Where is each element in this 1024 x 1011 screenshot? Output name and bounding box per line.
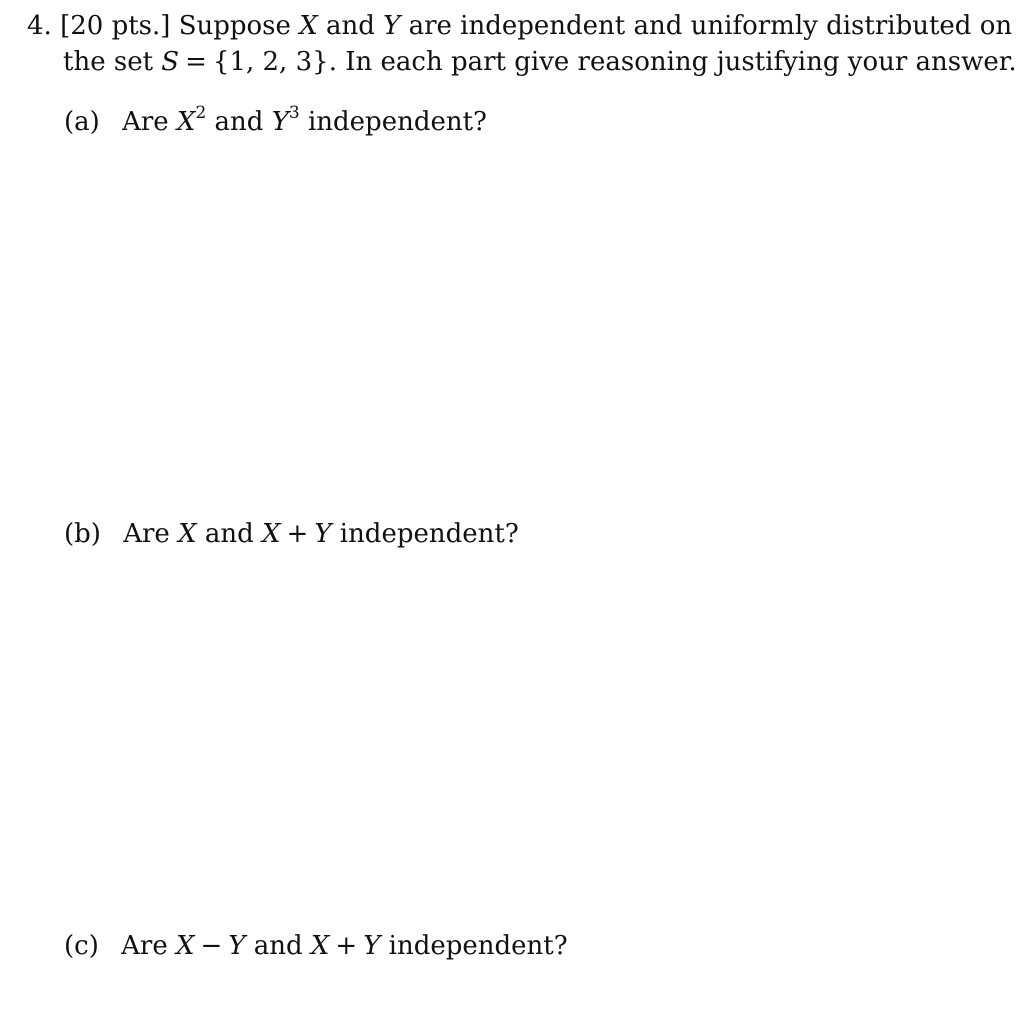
problem-intro-text-2: are independent and uniformly distributed on xyxy=(408,11,1013,41)
part-b-var-x: X xyxy=(178,519,197,549)
part-c-text-1: Are xyxy=(121,931,168,961)
part-a-exponent-3: 3 xyxy=(288,103,300,124)
problem-intro-text-4: . In each part give reasoning justifying your answer. xyxy=(328,47,1017,77)
part-c-plus: + xyxy=(335,931,358,961)
set-value: {1, 2, 3} xyxy=(212,47,329,77)
part-a-text-1: Are xyxy=(122,107,169,137)
variable-y: Y xyxy=(383,11,401,41)
part-b-var-y: Y xyxy=(314,519,332,549)
part-c-var-x: X xyxy=(175,931,195,961)
part-c-text-2: and xyxy=(253,931,303,961)
part-c-var-x-2: X xyxy=(310,931,330,961)
part-a-text-2: and xyxy=(214,107,264,137)
problem-number: 4. xyxy=(27,11,52,41)
equals-sign: = xyxy=(185,47,207,77)
part-b xyxy=(64,518,519,550)
part-b-text-2: and xyxy=(204,519,254,549)
problem-statement-line-2 xyxy=(63,46,1017,78)
part-b-text-3: independent? xyxy=(339,519,519,549)
part-b-text-1: Are xyxy=(123,519,170,549)
part-a-text-3: independent? xyxy=(307,107,487,137)
conjunction-and: and xyxy=(325,11,375,41)
part-b-plus: + xyxy=(286,519,309,549)
part-b-label: (b) xyxy=(64,519,101,549)
part-c-var-y-2: Y xyxy=(363,931,381,961)
part-a xyxy=(64,103,487,138)
problem-intro-text-3: the set xyxy=(63,47,154,77)
problem-points: [20 pts.] xyxy=(60,11,171,41)
part-c-var-y: Y xyxy=(228,931,246,961)
part-c-minus: − xyxy=(200,931,223,961)
problem-statement-line-1 xyxy=(27,10,1012,42)
problem-intro-text: Suppose xyxy=(178,11,291,41)
part-a-exponent-2: 2 xyxy=(195,103,207,124)
part-a-var-x: X xyxy=(176,107,196,137)
part-b-var-x-2: X xyxy=(262,519,281,549)
part-c-text-3: independent? xyxy=(388,931,568,961)
variable-x: X xyxy=(299,11,318,41)
part-a-var-y: Y xyxy=(271,107,289,137)
part-c-label: (c) xyxy=(64,931,99,961)
variable-s: S xyxy=(161,47,180,77)
part-c xyxy=(64,930,568,962)
part-a-label: (a) xyxy=(64,107,100,137)
